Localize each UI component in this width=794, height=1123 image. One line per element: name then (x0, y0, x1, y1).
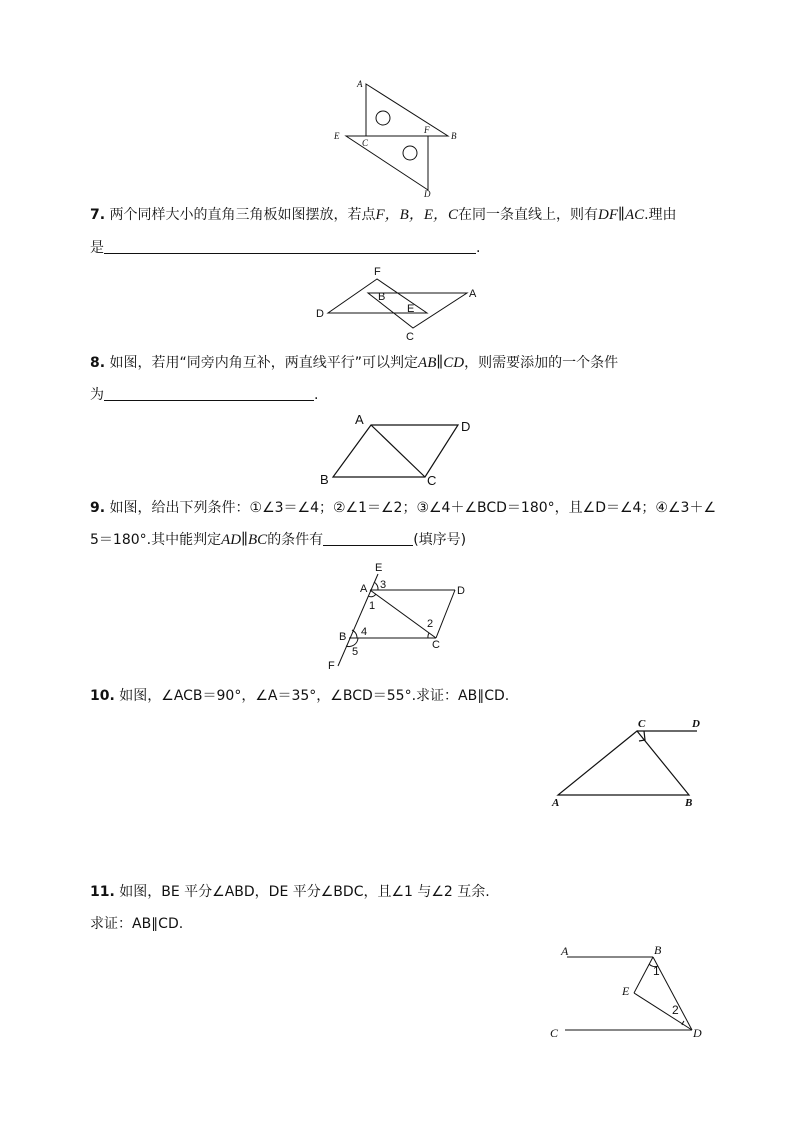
line-ac (370, 590, 436, 638)
question-text: 是 (90, 240, 104, 256)
parallel-relation: AB∥CD (418, 355, 465, 371)
angle-3-arc (374, 582, 378, 590)
label-b: B (685, 797, 693, 809)
label-a: A (357, 79, 363, 89)
question-text: 为 (90, 387, 104, 403)
label-b: B (451, 131, 457, 141)
figure-question-7 (312, 262, 482, 342)
label-b: B (654, 943, 662, 957)
label-b: B (320, 472, 329, 487)
label-e: E (407, 303, 415, 315)
question-text: 两个同样大小的直角三角板如图摆放，若点 (109, 207, 376, 223)
question-11-line-2 (90, 914, 183, 934)
label-d: D (461, 419, 471, 434)
question-text: . (476, 240, 481, 256)
question-text: ，则需要添加的一个条件 (464, 355, 619, 371)
question-text: 如图，BE 平分∠ABD，DE 平分∠BDC，且∠1 与∠2 互余. (119, 884, 490, 900)
label-angle-1: 1 (369, 600, 376, 612)
label-c: C (362, 138, 369, 148)
question-9-line-1 (90, 498, 716, 518)
label-a: A (561, 944, 569, 958)
question-7-line-2 (90, 238, 480, 258)
label-angle-3: 3 (380, 579, 387, 591)
label-angle-2: 2 (427, 618, 434, 630)
question-number: 10. (90, 688, 115, 704)
question-text: 5＝180°.其中能判定 (90, 532, 222, 548)
label-angle-2: 2 (672, 1003, 679, 1017)
question-number: 9. (90, 500, 106, 516)
label-a: A (355, 412, 364, 427)
question-10 (90, 686, 509, 706)
question-text: . (314, 387, 319, 403)
parallel-relation: DF∥AC (598, 207, 645, 223)
question-text: 如图，∠ACB＝90°，∠A＝35°，∠BCD＝55°.求证：AB∥CD. (119, 688, 510, 704)
upper-triangle (366, 84, 448, 136)
label-d: D (693, 1026, 702, 1040)
answer-blank[interactable] (104, 386, 314, 401)
label-angle-5: 5 (352, 646, 359, 658)
label-a: A (469, 288, 477, 300)
lower-triangle (346, 136, 428, 190)
label-e: E (622, 984, 630, 998)
label-d: D (692, 718, 700, 730)
label-d: D (424, 189, 431, 199)
question-text: 的条件有 (267, 532, 324, 548)
label-c: C (427, 473, 437, 488)
question-text: 在同一条直线上，则有 (458, 207, 599, 223)
upper-ruler-hole (376, 111, 390, 125)
figure-question-10 (548, 712, 713, 812)
label-b: B (378, 291, 386, 303)
diagonal-ac (371, 425, 425, 477)
label-b: B (339, 631, 347, 643)
angle-2-arc (428, 633, 429, 638)
question-number: 7. (90, 207, 106, 223)
triangle-acb (558, 731, 689, 795)
question-11-line-1 (90, 882, 490, 902)
question-text: .理由 (644, 207, 677, 223)
question-9-line-2 (90, 530, 466, 550)
lower-ruler-hole (403, 146, 417, 160)
quadrilateral-abcd (333, 425, 458, 477)
figure-top-triangle-rulers (330, 75, 465, 200)
label-angle-4: 4 (361, 626, 368, 638)
label-f: F (328, 660, 335, 672)
answer-blank[interactable] (323, 531, 413, 546)
figure-question-9 (320, 556, 470, 672)
label-e: E (334, 131, 340, 141)
question-text: (填序号) (413, 532, 467, 548)
parallel-relation: AD∥BC (221, 532, 268, 548)
question-text: 如图，给出下列条件：①∠3＝∠4；②∠1＝∠2；③∠4＋∠BCD＝180°，且∠D＝∠4；④∠3＋∠ (109, 500, 716, 516)
question-8-line-1 (90, 353, 618, 373)
question-7-line-1 (90, 205, 677, 225)
label-d: D (316, 308, 324, 320)
question-number: 8. (90, 355, 106, 371)
label-a: A (552, 797, 560, 809)
segment-ed (634, 993, 692, 1030)
label-f: F (374, 266, 381, 278)
figure-question-8 (315, 408, 480, 488)
question-text: 求证：AB∥CD. (90, 916, 184, 932)
question-text: 如图，若用“同旁内角互补，两直线平行”可以判定 (109, 355, 419, 371)
label-angle-1: 1 (653, 964, 660, 978)
point-list: F，B，E，C (375, 207, 459, 223)
label-c: C (406, 331, 414, 343)
label-c: C (432, 639, 440, 651)
label-a: A (360, 583, 368, 595)
answer-blank[interactable] (104, 239, 476, 254)
label-e: E (375, 562, 383, 574)
label-c: C (638, 718, 646, 730)
figure-question-11 (545, 940, 715, 1042)
line-dc (436, 590, 455, 638)
question-number: 11. (90, 884, 115, 900)
segment-be (634, 957, 653, 993)
question-8-line-2 (90, 385, 318, 405)
label-f: F (424, 125, 430, 135)
label-c: C (550, 1026, 559, 1040)
label-d: D (457, 585, 465, 597)
